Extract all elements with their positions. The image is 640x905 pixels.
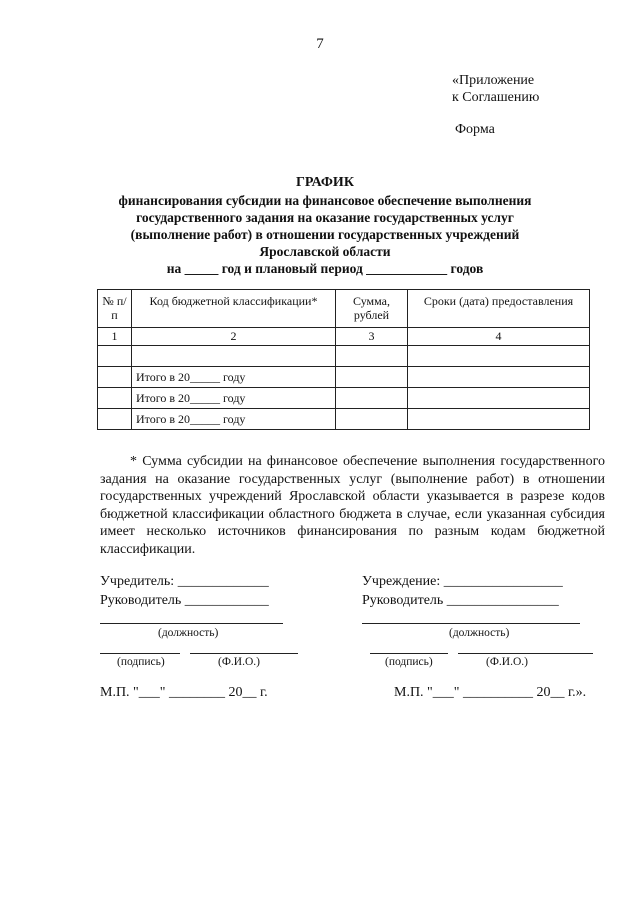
left-fio-caption: (Ф.И.О.) [218,656,260,668]
left-signature-underline [100,653,180,654]
table-row-total [98,409,590,430]
left-position-caption: (должность) [158,627,219,639]
table-cell [98,367,132,388]
right-position-caption: (должность) [449,627,510,639]
right-institution-line: Учреждение: _________________ [362,574,563,589]
header-number: № п/п [98,290,132,328]
col-number-2: 2 [132,328,336,346]
right-fio-underline [458,653,593,654]
table-row [98,346,590,367]
table-header-row [98,290,590,328]
table-row-numbers [98,328,590,346]
form-label: Форма [455,122,495,137]
table-row-total [98,367,590,388]
appendix-line-2: к Соглашению [452,90,540,105]
left-fio-underline [190,653,298,654]
title-line-1: финансирования субсидии на финансовое обеспечение выполнения [118,193,532,208]
right-signature-underline [370,653,448,654]
left-stamp-line: М.П. "___" ________ 20__ г. [100,685,268,700]
col-number-1: 1 [98,328,132,346]
right-head-line: Руководитель ________________ [362,593,559,608]
left-position-underline [100,623,283,624]
schedule-table [97,289,590,430]
table-cell [408,388,590,409]
total-label: Итого в 20_____ году [132,388,336,409]
left-head-line: Руководитель ____________ [100,593,269,608]
title-line-2: государственного задания на оказание государственных услуг [136,210,514,225]
header-budget-code: Код бюджетной классификации* [132,290,336,328]
footnote-text: * Сумма субсидии на финансовое обеспечение выполнения государственного задания на оказание государственных услуг (выполнение работ) в отношении государственных учреждений Ярославской области указывается в разрезе кодов бюджетной классификации областного бюджета в случае, если указанная субсидия имеет несколько источников финансирования по разным кодам бюджетной классификации. [100,454,605,557]
left-founder-line: Учредитель: _____________ [100,574,269,589]
appendix-note [452,72,539,106]
table-cell [98,388,132,409]
header-dates: Сроки (дата) предоставления [408,290,590,328]
title-period: на _____ год и плановый период ____________ годов [166,261,484,276]
table-cell [408,409,590,430]
table-cell [336,367,408,388]
left-signature-caption: (подпись) [117,656,165,668]
document-title [90,174,560,277]
table-cell [336,409,408,430]
title-heading: ГРАФИК [296,175,354,190]
table-cell [408,367,590,388]
page-number: 7 [316,36,324,52]
total-label: Итого в 20_____ году [132,367,336,388]
appendix-line-1: «Приложение [452,73,535,88]
title-line-3: (выполнение работ) в отношении государственных учреждений [130,227,520,242]
title-line-4: Ярославской области [259,244,391,259]
table-cell [132,346,336,367]
table-cell [408,346,590,367]
table-row-total [98,388,590,409]
table-cell [336,388,408,409]
footnote [100,453,605,558]
right-position-underline [362,623,580,624]
col-number-3: 3 [336,328,408,346]
col-number-4: 4 [408,328,590,346]
header-amount: Сумма, рублей [336,290,408,328]
table-cell [336,346,408,367]
table-cell [98,409,132,430]
right-signature-caption: (подпись) [385,656,433,668]
table-cell [98,346,132,367]
right-stamp-line: М.П. "___" __________ 20__ г.». [394,685,587,700]
right-fio-caption: (Ф.И.О.) [486,656,528,668]
total-label: Итого в 20_____ году [132,409,336,430]
